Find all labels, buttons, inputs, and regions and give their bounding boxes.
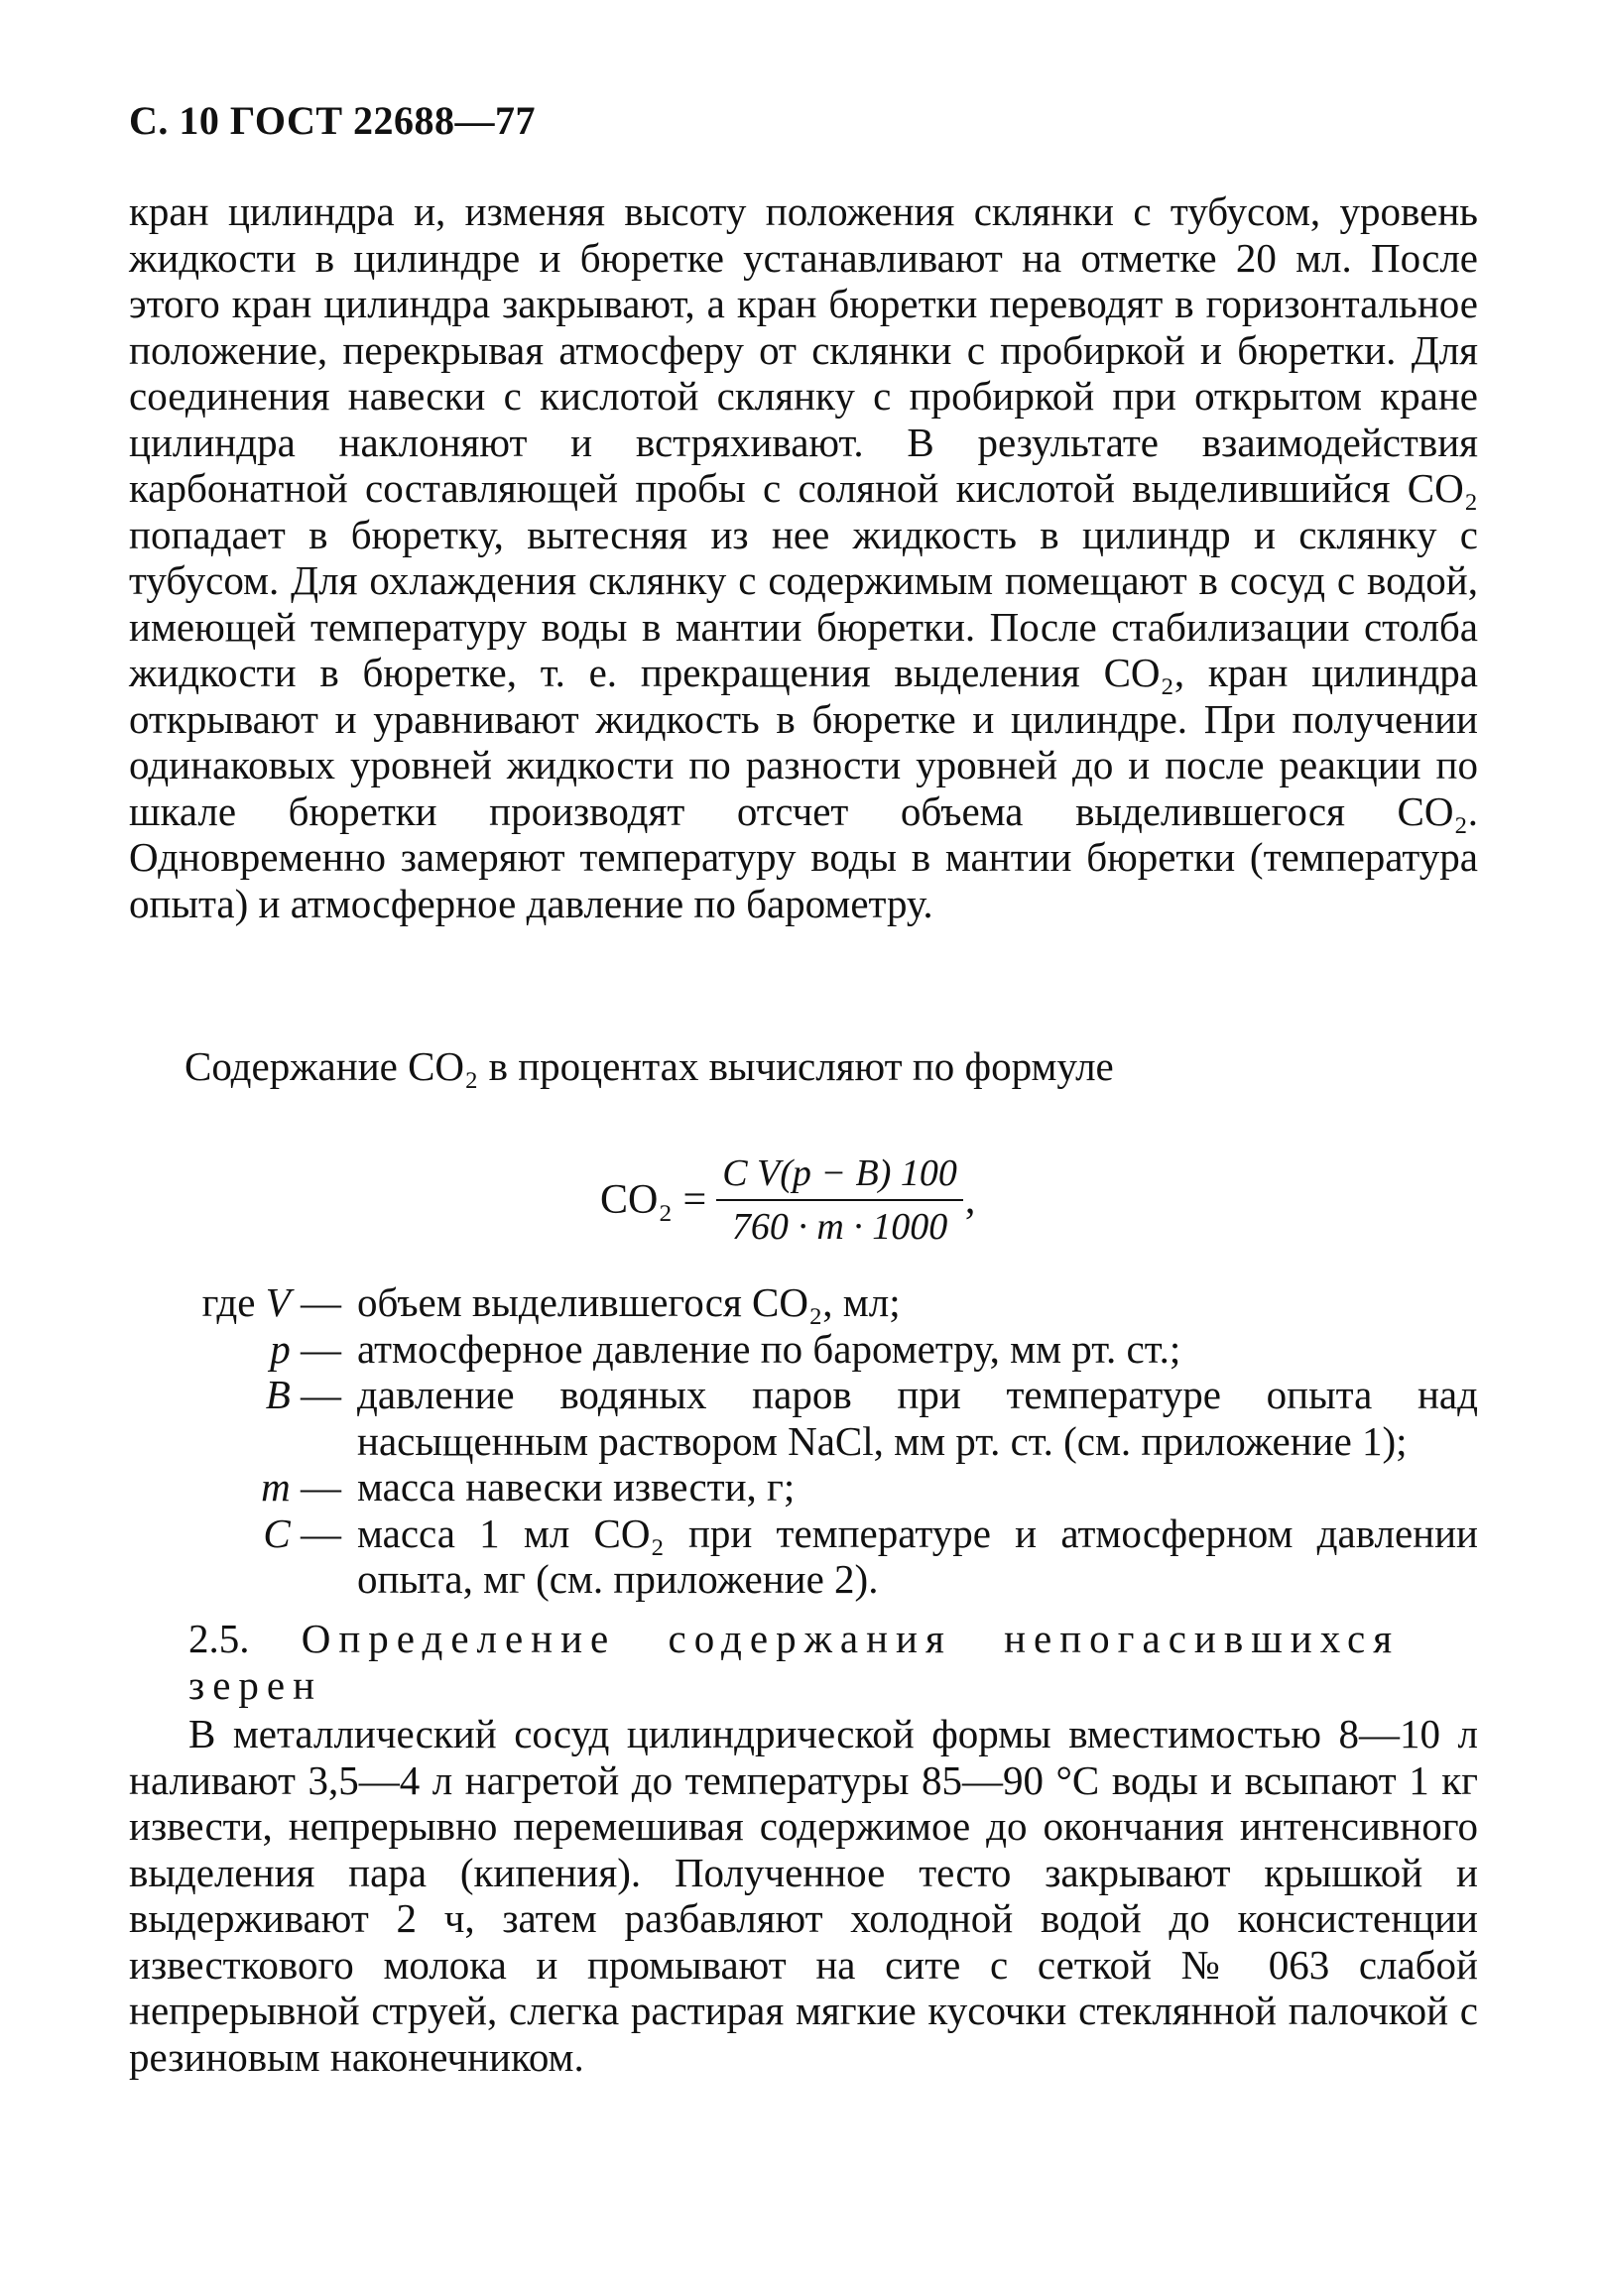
formula-trailing: , xyxy=(964,1177,976,1223)
section-number: 2.5. xyxy=(188,1616,250,1661)
definition-label xyxy=(129,1326,357,1373)
formula-denominator: 760 · m · 1000 xyxy=(731,1206,948,1248)
body-paragraph-1: кран цилиндра и, изменяя высоту положения склянки с тубусом, уровень жидкости в цилиндре и бюретке устанавливают на отметке 20 мл. После этого кран цилиндра закрывают, а кран бюретки переводят в горизонтальное положение, перекрывая атмосферу от склянки с пробиркой и бюретки. Для соединения навески с кислотой склянку с пробиркой при открытом кране цилиндра наклоняют и встряхивают. В результате взаимодействия карбонатной составляющей пробы с соляной кислотой выделившийся СО₂ попадает в бюретку, вытесняя из нее жидкость в цилиндр и склянку с тубусом. Для охлаждения склянку с содержимым помещают в сосуд с водой, имеющей температуру воды в мантии бюретки. После стабилизации столба жидкости в бюретке, т. е. прекращения выделения СО₂, кран цилиндра открывают и уравнивают жидкость в бюретке и цилиндре. При получении одинаковых уровней жидкости по разности уровней до и после реакции по шкале бюретки производят отсчет объема выделившегося СО₂. Одновременно замеряют температуру воды в мантии бюретки (температура опыта) и атмосферное давление по барометру. xyxy=(129,188,1478,926)
definition-text: давление водяных паров при температуре опыта над насыщенным раствором NaCl, мм рт. ст. (см. приложение 1); xyxy=(357,1372,1478,1464)
definition-row xyxy=(129,1279,1478,1326)
definition-row xyxy=(129,1326,1478,1373)
formula-lhs: CO₂ = xyxy=(600,1177,707,1223)
variable-definitions xyxy=(129,1279,1478,1603)
definition-text: атмосферное давление по барометру, мм рт. ст.; xyxy=(357,1325,1181,1372)
definition-dash: — xyxy=(301,1372,341,1417)
definition-label xyxy=(129,1372,357,1418)
definition-dash: — xyxy=(301,1510,341,1556)
definition-symbol: m xyxy=(261,1464,291,1510)
formula-fraction xyxy=(716,1151,963,1249)
definition-dash: — xyxy=(301,1279,341,1325)
co2-formula xyxy=(600,1131,975,1269)
definition-dash: — xyxy=(301,1325,341,1372)
page-header: С. 10 ГОСТ 22688—77 xyxy=(129,98,537,143)
section-heading xyxy=(188,1616,1478,1708)
definition-row xyxy=(129,1464,1478,1511)
definition-label xyxy=(129,1279,357,1326)
section-title: Определение содержания непогасившихся зерен xyxy=(188,1616,1401,1708)
definition-symbol: B xyxy=(265,1372,291,1417)
definition-row xyxy=(129,1511,1478,1603)
definition-label xyxy=(129,1511,357,1557)
body-paragraph-3: В металлический сосуд цилиндрической формы вместимостью 8—10 л наливают 3,5—4 л нагретой до температуры 85—90 °С воды и всыпают 1 кг извести, непрерывно перемешивая содержимое до окончания интенсивного выделения пара (кипения). Полученное тесто закрывают крышкой и выдерживают 2 ч, затем разбавляют холодной водой до консистенции известкового молока и промывают на сите с сеткой № 063 слабой непрерывной струей, слегка растирая мягкие кусочки стеклянной палочкой с резиновым наконечником. xyxy=(129,1711,1478,2080)
definition-symbol: V xyxy=(265,1279,291,1325)
definition-text: масса навески извести, г; xyxy=(357,1464,796,1510)
definition-text: масса 1 мл СО₂ при температуре и атмосферном давлении опыта, мг (см. приложение 2). xyxy=(357,1510,1478,1602)
body-paragraph-2: Содержание СО₂ в процентах вычисляют по формуле xyxy=(185,1043,1114,1089)
definition-dash: — xyxy=(301,1464,341,1510)
definition-symbol: p xyxy=(270,1325,291,1372)
definition-label xyxy=(129,1464,357,1511)
formula-numerator: C V(p − B) 100 xyxy=(716,1151,963,1201)
definition-text: объем выделившегося СО₂, мл; xyxy=(357,1279,901,1325)
definition-row xyxy=(129,1372,1478,1464)
definition-symbol: C xyxy=(263,1510,291,1556)
where-intro: где xyxy=(201,1279,256,1325)
